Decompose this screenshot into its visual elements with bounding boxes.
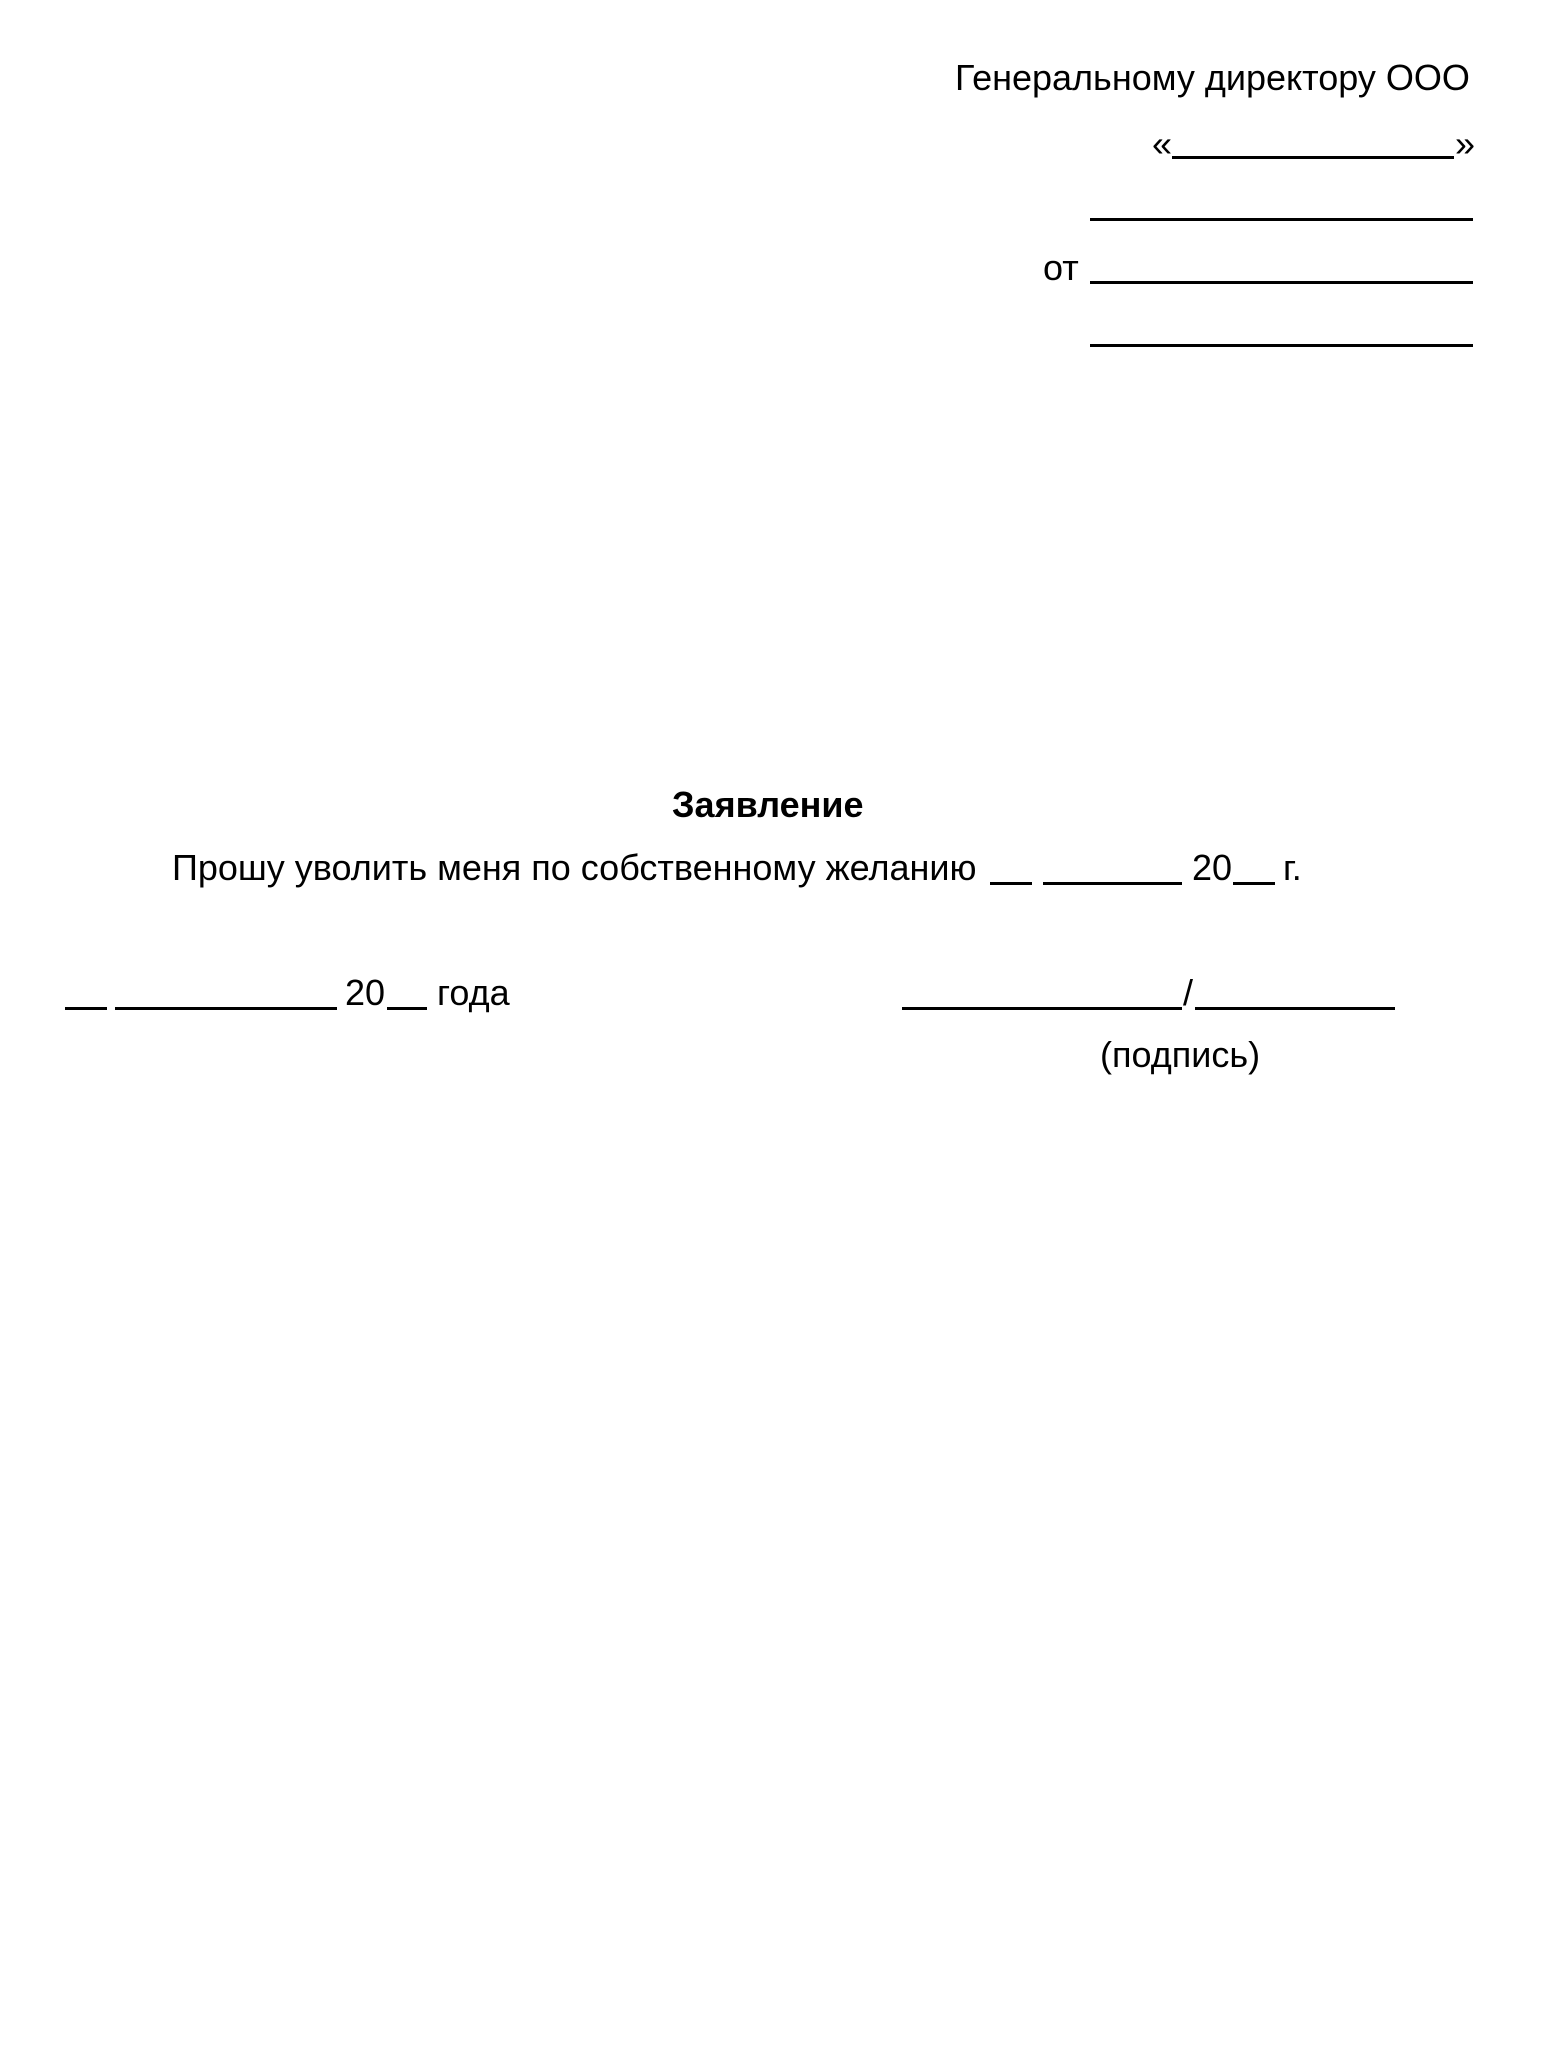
company-name-line (1172, 156, 1454, 159)
signature-separator: / (1183, 972, 1194, 1013)
signature-line (902, 1007, 1182, 1010)
quote-open: « (1152, 123, 1173, 164)
signature-name-line (1195, 1007, 1395, 1010)
request-text: Прошу уволить меня по собственному желанию (172, 847, 977, 888)
quote-close: » (1455, 123, 1476, 164)
date-day-line (65, 1007, 107, 1010)
request-year-line (1233, 882, 1275, 885)
request-year-suffix: г. (1283, 847, 1302, 888)
request-day-line (990, 882, 1032, 885)
date-year-prefix: 20 (345, 972, 386, 1013)
request-year-prefix: 20 (1192, 847, 1233, 888)
document-title: Заявление (672, 784, 864, 825)
date-month-line (115, 1007, 337, 1010)
from-label: от (1043, 247, 1079, 288)
signature-caption: (подпись) (1100, 1034, 1261, 1075)
date-year-line (387, 1007, 427, 1010)
from-name-line (1090, 281, 1473, 284)
date-year-suffix: года (437, 972, 510, 1013)
from-extra-line (1090, 344, 1473, 347)
position-line (1090, 218, 1473, 221)
addressee-text: Генеральному директору ООО (955, 57, 1470, 98)
request-month-line (1043, 882, 1182, 885)
